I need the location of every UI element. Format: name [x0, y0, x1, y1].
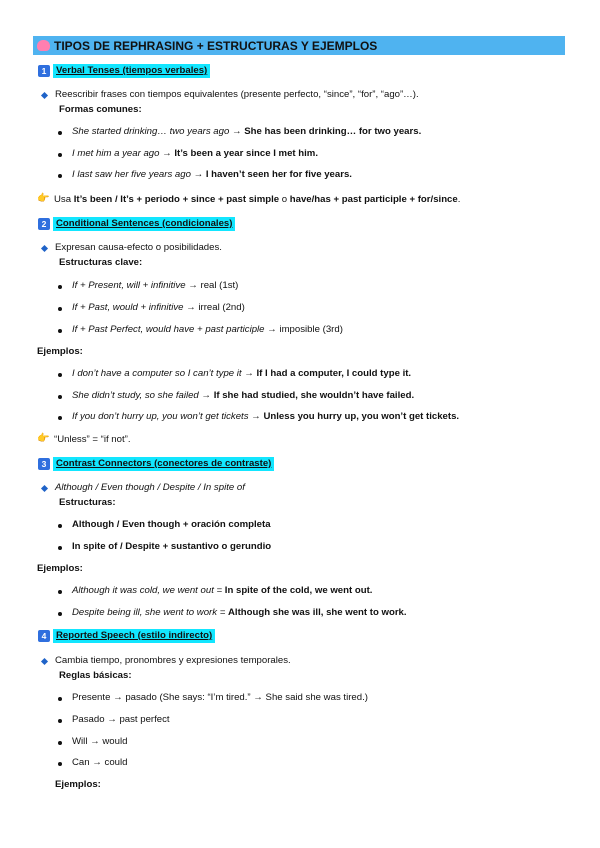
- example-item: Despite being ill, she went to work = Although she was ill, she went to work.: [72, 607, 407, 618]
- list-item: Presente → pasado (She says: “I’m tired.” → She said she was tired.): [72, 692, 368, 703]
- list-item: Although / Even though + oración completa: [72, 519, 271, 530]
- bullet-icon: [58, 719, 62, 723]
- section-2-intro: Expresan causa-efecto o posibilidades.: [55, 242, 222, 253]
- title-bar: [33, 36, 565, 55]
- section-heading-2: Conditional Sentences (condicionales): [53, 217, 235, 231]
- list-item: In spite of / Despite + sustantivo o gerundio: [72, 541, 272, 552]
- list-item: I met him a year ago → It’s been a year since I met him.: [72, 148, 318, 159]
- diamond-bullet-icon: [41, 245, 48, 252]
- list-item: Can → could: [72, 757, 128, 768]
- section-heading-3: Contrast Connectors (conectores de contraste): [53, 457, 274, 471]
- page-title: TIPOS DE REPHRASING + ESTRUCTURAS Y EJEMPLOS: [54, 39, 378, 53]
- bullet-icon: [58, 416, 62, 420]
- section-2-examples-label: Ejemplos:: [37, 346, 83, 357]
- section-4-subheading: Reglas básicas:: [59, 670, 132, 681]
- section-1-note: Usa It’s been / It’s + periodo + since + past simple o have/has + past participle + for/since.: [54, 194, 461, 205]
- bullet-icon: [58, 373, 62, 377]
- section-number-3: 3: [38, 458, 50, 470]
- list-item: I last saw her five years ago → I haven’t seen her for five years.: [72, 169, 352, 180]
- bullet-icon: [58, 131, 62, 135]
- diamond-bullet-icon: [41, 485, 48, 492]
- diamond-bullet-icon: [41, 658, 48, 665]
- bullet-icon: [58, 174, 62, 178]
- brain-icon: [37, 40, 50, 51]
- pointing-hand-icon: 👉: [37, 193, 50, 204]
- section-heading-4: Reported Speech (estilo indirecto): [53, 629, 215, 643]
- bullet-icon: [58, 524, 62, 528]
- section-heading-1: Verbal Tenses (tiempos verbales): [53, 64, 210, 78]
- section-2-note: “Unless” = “if not”.: [54, 434, 131, 445]
- section-4-examples-label: Ejemplos:: [55, 779, 101, 790]
- section-3-subheading: Estructuras:: [59, 497, 116, 508]
- bullet-icon: [58, 762, 62, 766]
- section-2-subheading: Estructuras clave:: [59, 257, 143, 268]
- section-3-examples-label: Ejemplos:: [37, 563, 83, 574]
- bullet-icon: [58, 307, 62, 311]
- bullet-icon: [58, 590, 62, 594]
- bullet-icon: [58, 153, 62, 157]
- bullet-icon: [58, 741, 62, 745]
- bullet-icon: [58, 329, 62, 333]
- list-item: If + Past Perfect, would have + past participle → imposible (3rd): [72, 324, 343, 335]
- list-item: If + Past, would + infinitive → irreal (2nd): [72, 302, 245, 313]
- section-number-1: 1: [38, 65, 50, 77]
- pointing-hand-icon: 👉: [37, 433, 50, 444]
- example-item: If you don’t hurry up, you won’t get tickets → Unless you hurry up, you won’t get tickets.: [72, 411, 460, 422]
- diamond-bullet-icon: [41, 92, 48, 99]
- section-1-intro: Reescribir frases con tiempos equivalentes (presente perfecto, “since”, “for”, “ago”…).: [55, 89, 419, 100]
- section-3-intro: Although / Even though / Despite / In spite of: [55, 482, 245, 493]
- list-item: If + Present, will + infinitive → real (1st): [72, 280, 239, 291]
- bullet-icon: [58, 697, 62, 701]
- section-number-4: 4: [38, 630, 50, 642]
- list-item: She started drinking… two years ago → She has been drinking… for two years.: [72, 126, 422, 137]
- example-item: Although it was cold, we went out = In spite of the cold, we went out.: [72, 585, 373, 596]
- list-item: Pasado → past perfect: [72, 714, 170, 725]
- bullet-icon: [58, 546, 62, 550]
- bullet-icon: [58, 395, 62, 399]
- bullet-icon: [58, 285, 62, 289]
- section-4-intro: Cambia tiempo, pronombres y expresiones temporales.: [55, 655, 291, 666]
- example-item: She didn’t study, so she failed → If she had studied, she wouldn’t have failed.: [72, 390, 415, 401]
- example-item: I don’t have a computer so I can’t type it → If I had a computer, I could type it.: [72, 368, 412, 379]
- section-1-subheading: Formas comunes:: [59, 104, 142, 115]
- list-item: Will → would: [72, 736, 128, 747]
- bullet-icon: [58, 612, 62, 616]
- section-number-2: 2: [38, 218, 50, 230]
